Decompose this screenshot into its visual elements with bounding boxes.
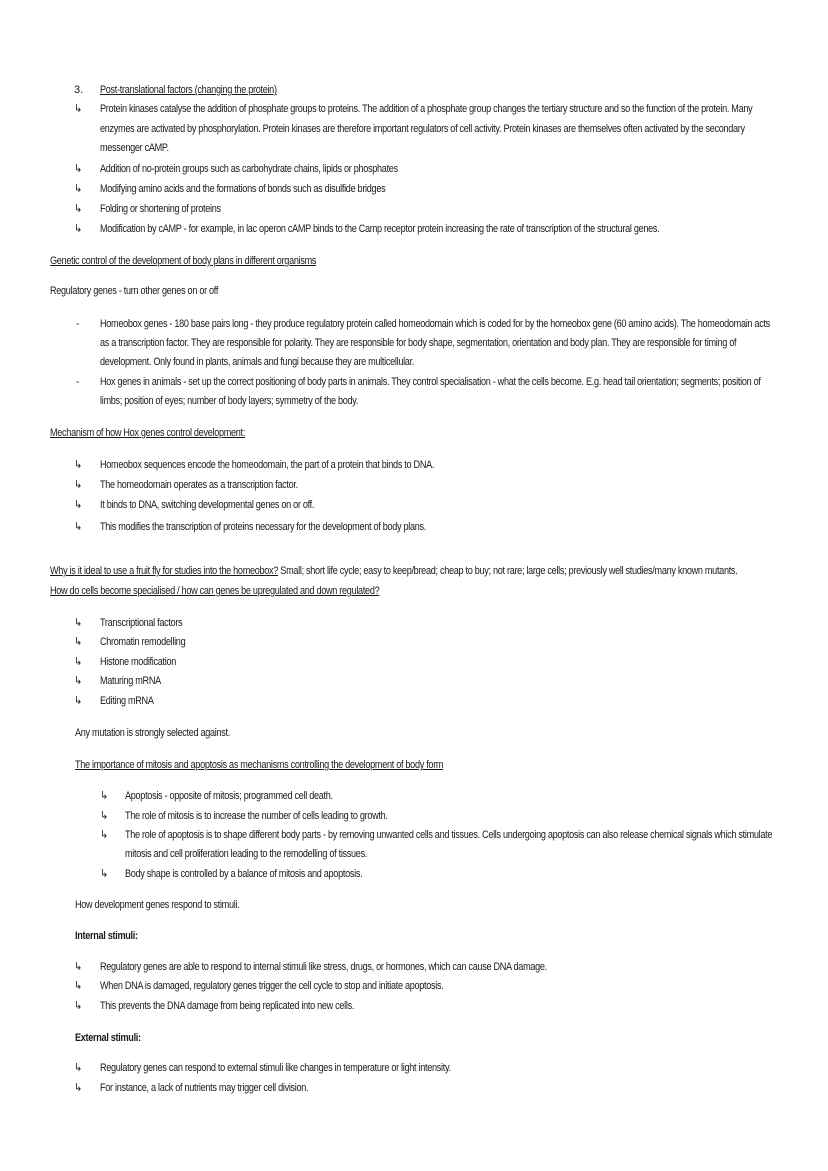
list-item: Histone modification [100, 656, 177, 668]
list-item: Folding or shortening of proteins [100, 203, 221, 215]
arrow-bullet-icon: ↳ [74, 203, 83, 215]
list-item: Addition of no-protein groups such as carbohydrate chains, lipids or phosphates [100, 163, 398, 175]
list-item: It binds to DNA, switching developmental genes on or off. [100, 499, 315, 511]
fruit-fly-answer: Small; short life cycle; easy to keep/bread; cheap to buy; not rare; large cells; previously well studies/many known mutants. [278, 565, 738, 577]
list-item: Body shape is controlled by a balance of mitosis and apoptosis. [125, 868, 363, 880]
list-item: Regulatory genes can respond to external stimuli like changes in temperature or light intensity. [100, 1062, 451, 1074]
arrow-bullet-icon: ↳ [74, 521, 83, 533]
arrow-bullet-icon: ↳ [74, 675, 83, 687]
list-item-line: Protein kinases catalyse the addition of phosphate groups to proteins. The addition of a phosphate group changes the tertiary structure and so the function of the protein. Many [100, 103, 753, 115]
arrow-bullet-icon: ↳ [100, 810, 109, 822]
list-item: Transcriptional factors [100, 617, 183, 629]
arrow-bullet-icon: ↳ [74, 103, 83, 115]
internal-stimuli-heading: Internal stimuli: [75, 930, 138, 942]
section-heading-mitosis-apoptosis: The importance of mitosis and apoptosis as mechanisms controlling the development of body form [75, 759, 444, 771]
list-item: Apoptosis - opposite of mitosis; programmed cell death. [125, 790, 333, 802]
dash-bullet-icon: - [76, 376, 80, 388]
list-item: Modifying amino acids and the formations of bonds such as disulfide bridges [100, 183, 386, 195]
list-item: The role of mitosis is to increase the number of cells leading to growth. [125, 810, 388, 822]
list-item-line: The role of apoptosis is to shape different body parts - by removing unwanted cells and tissues. Cells undergoing apoptosis can also release chemical signals which stimulate [125, 829, 773, 841]
list-item: Regulatory genes are able to respond to internal stimuli like stress, drugs, or hormones, which can cause DNA damage. [100, 961, 547, 973]
arrow-bullet-icon: ↳ [74, 163, 83, 175]
list-item: Maturing mRNA [100, 675, 161, 687]
list-item: Homeobox sequences encode the homeodomain, the part of a protein that binds to DNA. [100, 459, 435, 471]
specialised-question: How do cells become specialised / how can genes be upregulated and down regulated? [50, 585, 380, 597]
list-item: Editing mRNA [100, 695, 154, 707]
dash-bullet-icon: - [76, 318, 80, 330]
arrow-bullet-icon: ↳ [74, 636, 83, 648]
arrow-bullet-icon: ↳ [74, 1062, 83, 1074]
arrow-bullet-icon: ↳ [74, 499, 83, 511]
list-item: When DNA is damaged, regulatory genes trigger the cell cycle to stop and initiate apoptosis. [100, 980, 444, 992]
stimuli-intro: How development genes respond to stimuli. [75, 899, 240, 911]
arrow-bullet-icon: ↳ [74, 656, 83, 668]
list-item-line: Hox genes in animals - set up the correct positioning of body parts in animals. They control specialisation - what the cells become. E.g. head tail orientation; segments; position of [100, 376, 761, 388]
list-item-line: enzymes are activated by phosphorylation. Protein kinases are therefore important regulators of cell activity. Protein kinases are themselves often activated by the secondary [100, 123, 745, 135]
arrow-bullet-icon: ↳ [74, 479, 83, 491]
list-item: Modification by cAMP - for example, in lac operon cAMP binds to the Camp receptor protein increasing the rate of transcription of the structural genes. [100, 223, 660, 235]
list-item-line: as a transcription factor. They are responsible for polarity. They are responsible for body shape, segmentation, orientation and body plan. They are responsible for timing of [100, 337, 737, 349]
arrow-bullet-icon: ↳ [74, 695, 83, 707]
section-number: 3. [74, 84, 84, 96]
arrow-bullet-icon: ↳ [74, 1000, 83, 1012]
external-stimuli-heading: External stimuli: [75, 1032, 141, 1044]
list-item-line: messenger cAMP. [100, 142, 169, 154]
section-heading-mechanism: Mechanism of how Hox genes control development: [50, 427, 246, 439]
list-item: This prevents the DNA damage from being replicated into new cells. [100, 1000, 355, 1012]
list-item-line: mitosis and cell proliferation leading to the remodelling of tissues. [125, 848, 368, 860]
list-item: The homeodomain operates as a transcription factor. [100, 479, 298, 491]
arrow-bullet-icon: ↳ [100, 829, 109, 841]
fruit-fly-question: Why is it ideal to use a fruit fly for studies into the homeobox? [50, 565, 279, 577]
regulatory-genes-definition: Regulatory genes - turn other genes on or off [50, 285, 219, 297]
arrow-bullet-icon: ↳ [74, 961, 83, 973]
arrow-bullet-icon: ↳ [74, 183, 83, 195]
arrow-bullet-icon: ↳ [100, 868, 109, 880]
arrow-bullet-icon: ↳ [74, 1082, 83, 1094]
list-item-line: Homeobox genes - 180 base pairs long - they produce regulatory protein called homeodomain which is coded for by the homeobox gene (60 amino acids). The homeodomain acts [100, 318, 770, 330]
section-heading-post-translational: Post-translational factors (changing the protein) [100, 84, 277, 96]
list-item: Chromatin remodelling [100, 636, 186, 648]
list-item: For instance, a lack of nutrients may trigger cell division. [100, 1082, 309, 1094]
arrow-bullet-icon: ↳ [74, 459, 83, 471]
arrow-bullet-icon: ↳ [74, 980, 83, 992]
arrow-bullet-icon: ↳ [74, 223, 83, 235]
list-item-line: limbs; position of eyes; number of body layers; symmetry of the body. [100, 395, 359, 407]
list-item-line: development. Only found in plants, animals and fungi because they are multicellular. [100, 356, 415, 368]
fruit-fly-paragraph [50, 562, 737, 582]
list-item: This modifies the transcription of proteins necessary for the development of body plans. [100, 521, 426, 533]
mutation-note: Any mutation is strongly selected against. [75, 727, 230, 739]
arrow-bullet-icon: ↳ [100, 790, 109, 802]
section-heading-genetic-control: Genetic control of the development of body plans in different organisms [50, 255, 317, 267]
arrow-bullet-icon: ↳ [74, 617, 83, 629]
